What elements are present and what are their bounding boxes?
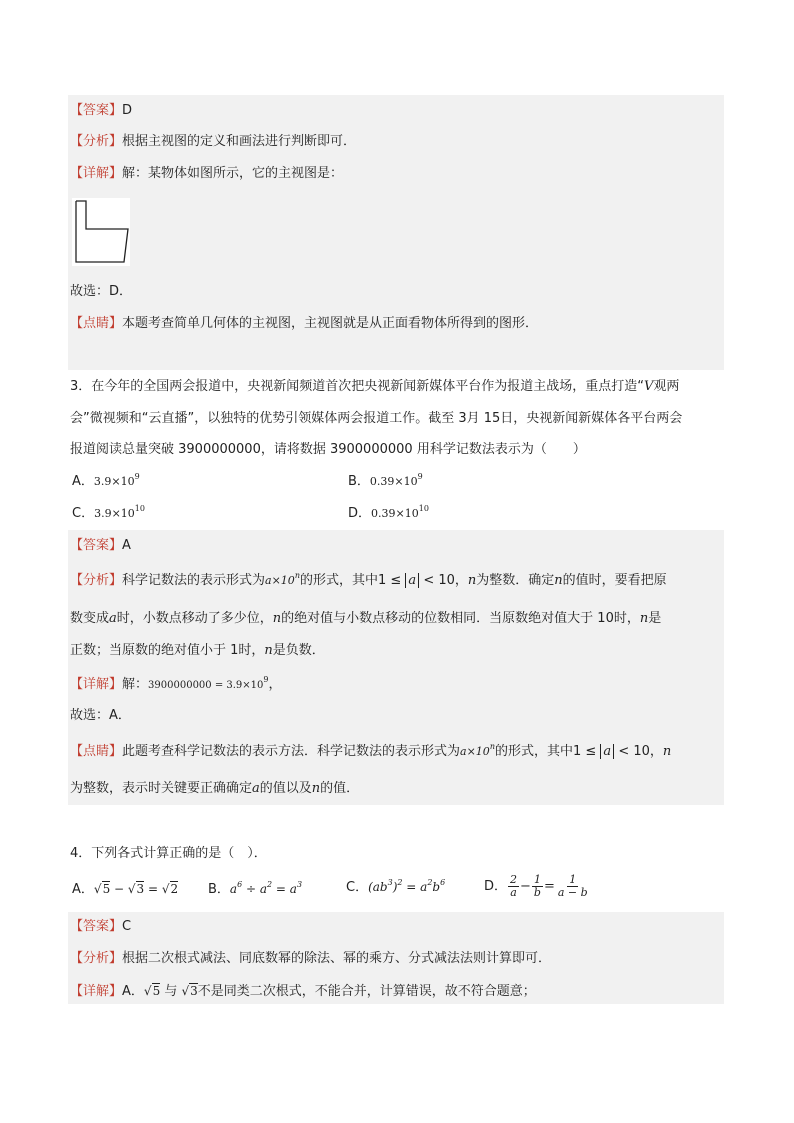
q4-analysis: 【分析】根据二次根式减法、同底数幂的除法、幂的乘方、分式减法法则计算即可．: [70, 951, 552, 966]
q3-stem-line1: 3．在今年的全国两会报道中，央视新闻频道首次把央视新闻新媒体平台作为报道主战场，重点打造“V观两: [70, 379, 680, 394]
front-view-shape-icon: [72, 198, 130, 266]
q3-option-a: A．$3.9\times 10^9$: [72, 472, 140, 489]
q4-option-d: D． $\frac{2}{a}$ − $\frac{1}{b}$ = $\frac{1}{a - b}$: [484, 873, 588, 899]
q3-analysis-line2: 数变成a时，小数点移动了多少位，n的绝对值与小数点移动的位数相同．当原数绝对值大于 10时，n是: [70, 611, 662, 626]
q4-stem: 4．下列各式计算正确的是（ ）．: [70, 846, 267, 861]
q2-detail: 【详解】解：某物体如图所示，它的主视图是：: [70, 166, 344, 181]
q3-stem-line3: 报道阅读总量突破 3900000000，请将数据 3900000000 用科学记数法表示为（ ）: [70, 442, 586, 457]
q3-choose: 故选：A．: [70, 708, 131, 723]
q3-option-d: D．$0.39\times 10^{10}$: [348, 504, 429, 521]
front-view-figure: [72, 198, 130, 266]
q2-analysis: 【分析】根据主视图的定义和画法进行判断即可．: [70, 134, 357, 149]
q4-option-a: A．√5 − √3 = √2: [72, 882, 179, 897]
q2-answer: 【答案】D: [70, 103, 133, 118]
q3-comment-line2: 为整数，表示时关键要正确确定a的值以及n的值．: [70, 781, 360, 796]
q3-analysis-line1: 【分析】科学记数法的表示形式为$a\times 10^n$的形式，其中1 ≤ a < 10，n为整数．确定n的值时，要看把原: [70, 571, 667, 588]
q4-detail: 【详解】A．√5 与 √3不是同类二次根式，不能合并，计算错误，故不符合题意；: [70, 984, 536, 999]
q4-option-c: C．$(ab^3)^2 = a^2b^6$: [346, 878, 446, 895]
q4-answer: 【答案】C: [70, 919, 132, 934]
q2-choose: 故选：D．: [70, 284, 133, 299]
q3-analysis-line3: 正数；当原数的绝对值小于 1时，n是负数．: [70, 643, 325, 658]
q2-comment: 【点睛】本题考查简单几何体的主视图，主视图就是从正面看物体所得到的图形．: [70, 316, 539, 331]
q3-answer: 【答案】A: [70, 538, 131, 553]
q4-option-b: B．$a^6 \div a^2 = a^3$: [208, 880, 303, 897]
q3-stem-line2: 会”微视频和“云直播”，以独特的优势引领媒体两会报道工作。截至 3月 15日，央视新闻新媒体各平台两会: [70, 411, 683, 426]
q3-option-c: C．$3.9\times 10^{10}$: [72, 504, 145, 521]
q3-comment-line1: 【点睛】此题考查科学记数法的表示方法．科学记数法的表示形式为$a\times 10^n$的形式，其中1 ≤ a < 10，n: [70, 742, 672, 759]
q3-detail: 【详解】解：$3900000000 = 3.9\times 10^9$，: [70, 675, 282, 692]
q3-option-b: B．$0.39\times 10^9$: [348, 472, 423, 489]
